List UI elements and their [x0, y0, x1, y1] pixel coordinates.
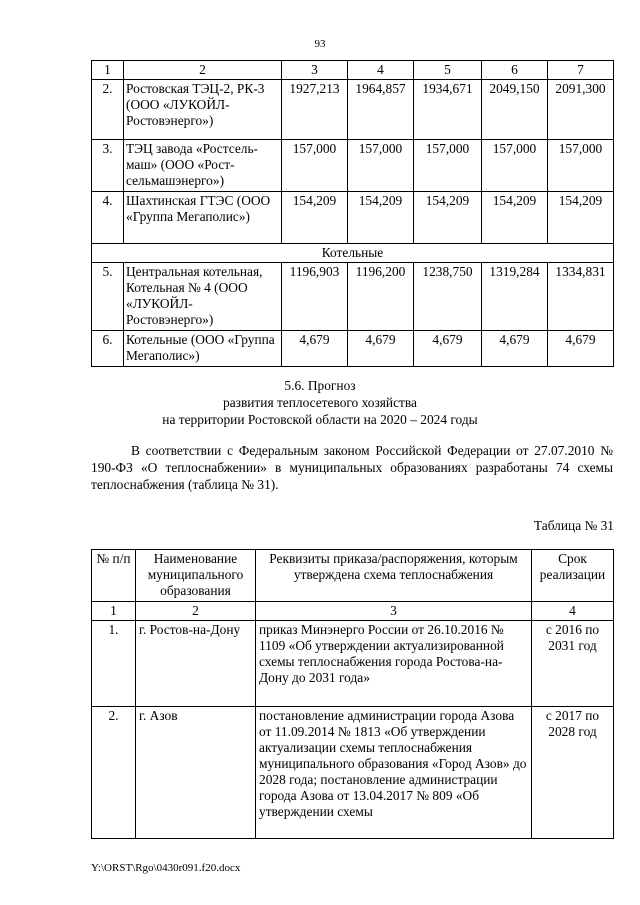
table-header-row: [92, 550, 614, 602]
value-cell: 2049,150: [482, 80, 548, 140]
plant-name: Ростовская ТЭЦ-2, РК-3 (ООО «ЛУКОЙЛ-Ростовэнерго»): [124, 80, 282, 140]
col-number: 6: [482, 61, 548, 80]
implementation-term: с 2016 по 2031 год: [532, 621, 614, 707]
page-number: 93: [314, 38, 326, 50]
value-cell: 154,209: [348, 192, 414, 244]
table-header-row: [92, 61, 614, 80]
section-title-line: на территории Ростовской области на 2020 – 2024 годы: [162, 412, 478, 427]
value-cell: 4,679: [414, 331, 482, 367]
table-row: [92, 192, 614, 244]
header-cell: № п/п: [92, 550, 136, 602]
plant-name: Центральная котельная, Котельная № 4 (ООО «ЛУКОЙЛ-Ростовэнерго»): [124, 263, 282, 331]
value-cell: 154,209: [482, 192, 548, 244]
row-index: 3.: [92, 140, 124, 192]
body-paragraph: [91, 442, 613, 493]
plant-name: Котельные (ООО «Группа Мегаполис»): [124, 331, 282, 367]
table-row: [92, 263, 614, 331]
table-row: [92, 80, 614, 140]
value-cell: 157,000: [548, 140, 614, 192]
row-index: 5.: [92, 263, 124, 331]
file-path-footer: Y:\ORST\Rgo\0430r091.f20.docx: [91, 862, 241, 874]
section-title-line: 5.6. Прогноз: [284, 378, 356, 393]
plant-name: ТЭЦ завода «Ростсель-маш» (ООО «Рост-сельмашэнерго»): [124, 140, 282, 192]
row-index: 6.: [92, 331, 124, 367]
value-cell: 4,679: [548, 331, 614, 367]
value-cell: 1196,200: [348, 263, 414, 331]
col-number: 3: [282, 61, 348, 80]
value-cell: 154,209: [548, 192, 614, 244]
table-row: [92, 707, 614, 839]
value-cell: 4,679: [482, 331, 548, 367]
col-number: 2: [124, 61, 282, 80]
col-number: 1: [92, 602, 136, 621]
group-row: [92, 244, 614, 263]
value-cell: 157,000: [348, 140, 414, 192]
paragraph-text: В соответствии с Федеральным законом Российской Федерации от 27.07.2010 № 190-ФЗ «О теплоснабжении» в муниципальных образованиях разработаны 74 схемы теплоснабжения (таблица № 31).: [91, 443, 613, 492]
municipality-name: г. Ростов-на-Дону: [136, 621, 256, 707]
row-index: 4.: [92, 192, 124, 244]
col-number: 2: [136, 602, 256, 621]
heat-supply-schemes-table: [91, 549, 614, 839]
table-row: [92, 140, 614, 192]
section-title: [0, 377, 640, 428]
col-number: 3: [256, 602, 532, 621]
capacity-table: [91, 60, 614, 367]
row-index: 2.: [92, 707, 136, 839]
value-cell: 1934,671: [414, 80, 482, 140]
order-details: постановление администрации города Азова от 11.09.2014 № 1813 «Об утверждении актуализации схемы теплоснабжения муниципального образования «Город Азов» до 2028 года; постановление администрации города Азова от 13.04.2017 № 809 «Об утверждении схемы: [256, 707, 532, 839]
group-label: Котельные: [92, 244, 614, 263]
header-cell: Срок реализации: [532, 550, 614, 602]
value-cell: 1196,903: [282, 263, 348, 331]
plant-name: Шахтинская ГТЭС (ООО «Группа Мегаполис»): [124, 192, 282, 244]
value-cell: 154,209: [414, 192, 482, 244]
value-cell: 157,000: [414, 140, 482, 192]
row-index: 2.: [92, 80, 124, 140]
value-cell: 1238,750: [414, 263, 482, 331]
table-colnum-row: [92, 602, 614, 621]
table-row: [92, 331, 614, 367]
col-number: 5: [414, 61, 482, 80]
col-number: 7: [548, 61, 614, 80]
table-row: [92, 621, 614, 707]
value-cell: 2091,300: [548, 80, 614, 140]
value-cell: 1927,213: [282, 80, 348, 140]
value-cell: 157,000: [282, 140, 348, 192]
municipality-name: г. Азов: [136, 707, 256, 839]
col-number: 1: [92, 61, 124, 80]
header-cell: Реквизиты приказа/распоряжения, которым утверждена схема теплоснабжения: [256, 550, 532, 602]
value-cell: 157,000: [482, 140, 548, 192]
order-details: приказ Минэнерго России от 26.10.2016 № 1109 «Об утверждении актуализированной схемы теплоснабжения города Ростова-на-Дону до 2031 года»: [256, 621, 532, 707]
row-index: 1.: [92, 621, 136, 707]
table-caption: Таблица № 31: [533, 518, 614, 533]
value-cell: 1334,831: [548, 263, 614, 331]
implementation-term: с 2017 по 2028 год: [532, 707, 614, 839]
value-cell: 1964,857: [348, 80, 414, 140]
section-title-line: развития теплосетевого хозяйства: [223, 395, 417, 410]
header-cell: Наименование муниципального образования: [136, 550, 256, 602]
value-cell: 154,209: [282, 192, 348, 244]
value-cell: 4,679: [348, 331, 414, 367]
col-number: 4: [348, 61, 414, 80]
col-number: 4: [532, 602, 614, 621]
value-cell: 1319,284: [482, 263, 548, 331]
value-cell: 4,679: [282, 331, 348, 367]
